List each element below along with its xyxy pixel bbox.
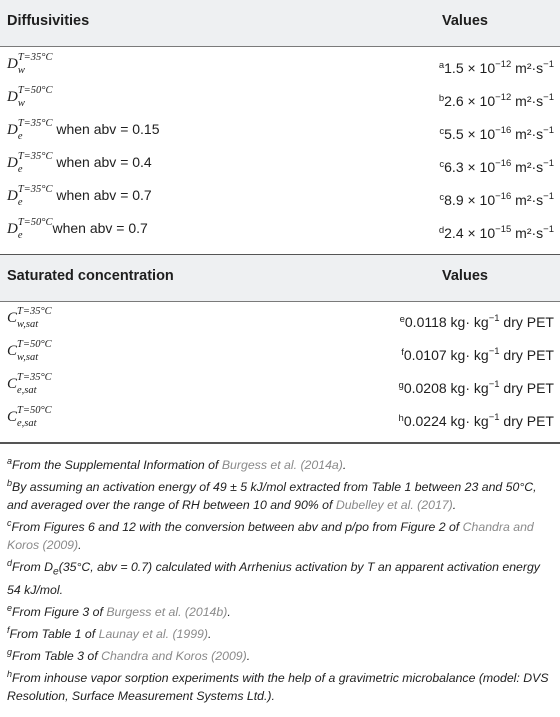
header-rule-2 [0, 301, 560, 302]
value-cell: $^d2.4 \times 10^{-15}$ $m^2\cdot s^{-1}$ [438, 224, 554, 241]
symbol-cell: C T=35°C e,sat [7, 372, 52, 396]
footnote-c: $^c$From Figures 6 and 12 with the conversion between abv and p/po from Figure 2 of Chandra and Koros (2009). [7, 518, 534, 552]
value-cell: $^g$0.0208 $kg\cdot kg^{-1}$ dry PET [398, 379, 554, 396]
reference-link[interactable]: Burgess et al. (2014b) [106, 605, 228, 620]
table-row [0, 217, 560, 250]
value-cell: $^c8.9 \times 10^{-16}$ $m^2\cdot s^{-1}$ [439, 191, 554, 208]
table-row [0, 372, 560, 405]
value-cell: $^h$0.0224 $kg\cdot kg^{-1}$ dry PET [398, 412, 554, 429]
symbol-cell: D T=50°C e when abv = 0.7 [7, 217, 148, 241]
table-row [0, 118, 560, 151]
reference-link[interactable]: Dubelley et al. (2017) [335, 498, 453, 512]
symbol-cell: C T=35°C w,sat [7, 306, 52, 330]
footnote-b: $^b$By assuming an activation energy of 49 ± 5 kJ/mol extracted from Table 1 between 23 and 50°C, and averaged over the range of RH between 10 and 90% of Dubelley et al. (2017). [7, 478, 537, 512]
footnote-f: $^f$From Table 1 of Launay et al. (1999). [7, 625, 212, 642]
table-row [0, 339, 560, 372]
value-cell: $^a1.5 \times 10^{-12}$ $m^2\cdot s^{-1}$ [438, 59, 554, 76]
table-row [0, 52, 560, 85]
value-cell: $^c5.5 \times 10^{-16}$ $m^2\cdot s^{-1}$ [439, 125, 554, 142]
diffusivities-values-header: Values [442, 13, 488, 29]
reference-link[interactable]: Burgess et al. (2014a) [221, 458, 343, 472]
symbol-cell: D T=35°C e when abv = 0.7 [7, 184, 152, 208]
footnote-h: $^h$From inhouse vapor sorption experiments with the help of a gravimetric microbalance (model: DVS Resolution, Surface Measurement Systems Ltd.). [7, 669, 549, 704]
symbol-cell: C T=50°C w,sat [7, 339, 52, 363]
footnote-d: $^d$From $D_e(35^\circ C$, abv = 0.7) calculated with Arrhenius activation by T an apparent activation energy 54 kJ/mol. [7, 558, 540, 598]
symbol-cell: D T=35°C e when abv = 0.4 [7, 151, 152, 175]
table-row [0, 405, 560, 438]
saturated-values-header: Values [442, 268, 488, 284]
table-row [0, 306, 560, 339]
value-cell: $^f$0.0107 $kg\cdot kg^{-1}$ dry PET [401, 346, 554, 363]
reference-link[interactable]: Chandra and Koros (2009) [7, 520, 534, 552]
table-row [0, 85, 560, 118]
value-cell: $^b2.6 \times 10^{-12}$ $m^2\cdot s^{-1}$ [438, 92, 554, 109]
header-rule [0, 46, 560, 47]
value-cell: $^c6.3 \times 10^{-16}$ $m^2\cdot s^{-1}$ [439, 158, 554, 175]
symbol-cell: D T=35°C e when abv = 0.15 [7, 118, 160, 142]
reference-link[interactable]: Launay et al. (1999) [98, 627, 208, 642]
symbol-cell: D T=50°C w [7, 85, 53, 109]
diffusivities-header: Diffusivities [7, 13, 90, 29]
footnote-a: $^a$From the Supplemental Information of Burgess et al. (2014a). [7, 456, 347, 472]
footnotes [7, 452, 555, 705]
footnote-g: $^g$From Table 3 of Chandra and Koros (2009). [7, 647, 251, 664]
table-bottom-rule [0, 442, 560, 444]
symbol-cell: D T=35°C w [7, 52, 53, 76]
footnote-e: $^e$From Figure 3 of Burgess et al. (2014b). [7, 603, 231, 620]
reference-link[interactable]: Chandra and Koros (2009) [101, 649, 247, 664]
value-cell: $^e$0.0118 $kg\cdot kg^{-1}$ dry PET [399, 313, 554, 330]
symbol-cell: C T=50°C e,sat [7, 405, 52, 429]
table-row [0, 184, 560, 217]
saturated-header: Saturated concentration [7, 268, 174, 284]
table-row [0, 151, 560, 184]
